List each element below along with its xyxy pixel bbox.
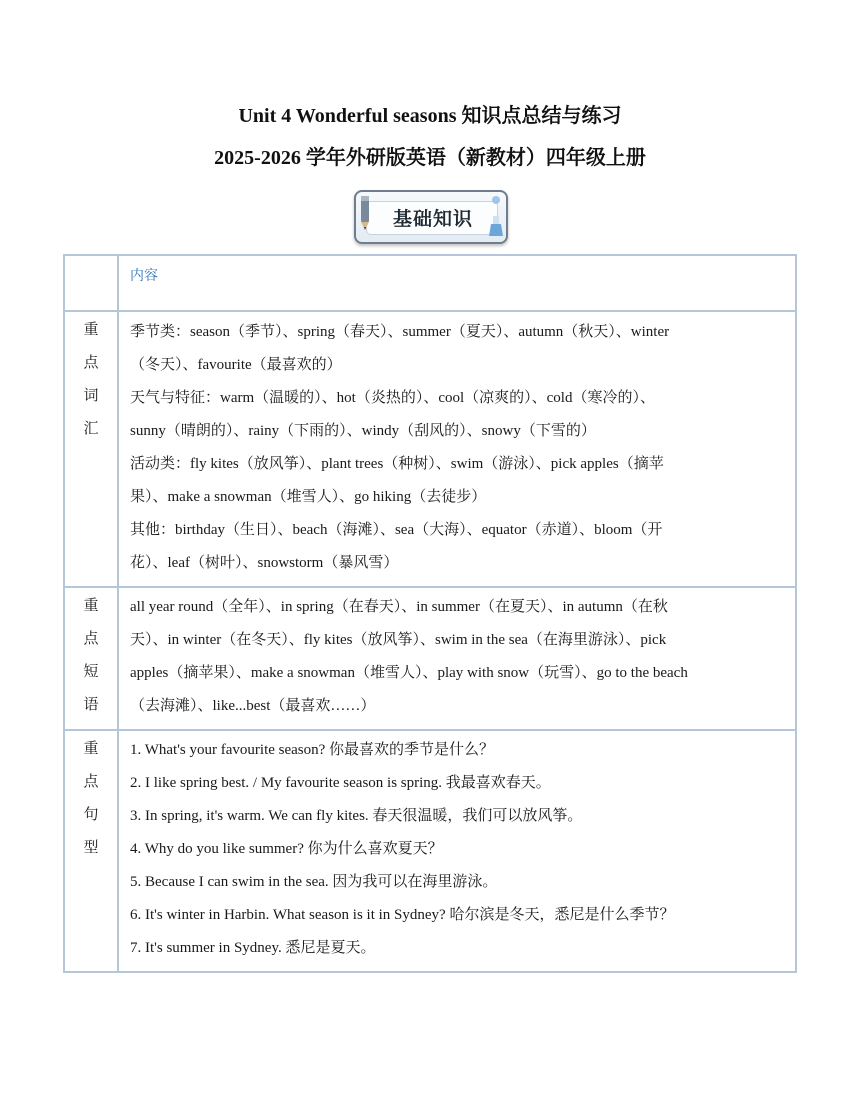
content-line: apples（摘苹果）、make a snowman（堆雪人）、play with snow（玩雪）、go to the beach (130, 665, 688, 681)
label-char: 点 (83, 774, 99, 790)
content-line: 其他：birthday（生日）、beach（海滩）、sea（大海）、equator（赤道）、bloom（开 (130, 522, 663, 538)
section-badge (354, 190, 508, 244)
label-char: 句 (83, 807, 99, 823)
content-line: 天气与特征：warm（温暖的）、hot（炎热的）、cool（凉爽的）、cold（寒冷的）、 (130, 390, 655, 406)
label-char: 语 (83, 697, 99, 713)
content-line: 7. It's summer in Sydney. 悉尼是夏天。 (130, 940, 376, 956)
label-char: 重 (83, 598, 99, 614)
row-content-vocabulary (118, 311, 796, 587)
document-subtitle: 2025-2026 学年外研版英语（新教材）四年级上册 (214, 147, 646, 169)
content-line: （冬天）、favourite（最喜欢的） (130, 357, 342, 373)
label-char: 汇 (83, 421, 99, 437)
row-content-sentences (118, 730, 796, 972)
content-line: （去海滩）、like...best（最喜欢……） (130, 698, 376, 714)
content-line: 6. It's winter in Harbin. What season is it in Sydney? 哈尔滨是冬天，悉尼是什么季节？ (130, 907, 675, 923)
label-char: 词 (83, 388, 99, 404)
content-line: 2. I like spring best. / My favourite season is spring. 我最喜欢春天。 (130, 775, 551, 791)
row-label-phrases (64, 587, 118, 730)
content-line: 4. Why do you like summer? 你为什么喜欢夏天？ (130, 841, 443, 857)
badge-label: 基础知识 (392, 207, 473, 230)
label-char: 点 (83, 355, 99, 371)
row-content-phrases (118, 587, 796, 730)
header-label-cell (64, 255, 118, 311)
row-label-vocabulary (64, 311, 118, 587)
content-line: all year round（全年）、in spring（在春天）、in summer（在夏天）、in autumn（在秋 (130, 599, 668, 615)
content-line: 花）、leaf（树叶）、snowstorm（暴风雪） (130, 555, 399, 571)
content-line: 3. In spring, it's warm. We can fly kites. 春天很温暖，我们可以放风筝。 (130, 808, 583, 824)
content-line: sunny（晴朗的）、rainy（下雨的）、windy（刮风的）、snowy（下雪的） (130, 423, 596, 439)
label-char: 点 (83, 631, 99, 647)
row-label-sentences (64, 730, 118, 972)
content-line: 1. What's your favourite season? 你最喜欢的季节是什么？ (130, 742, 495, 758)
table-header-row (64, 255, 796, 311)
label-char: 重 (83, 741, 99, 757)
table-row (64, 587, 796, 730)
label-char: 重 (83, 322, 99, 338)
document-title: Unit 4 Wonderful seasons 知识点总结与练习 (238, 105, 622, 127)
content-line: 活动类：fly kites（放风筝）、plant trees（种树）、swim（游泳）、pick apples（摘苹 (130, 456, 664, 472)
content-line: 季节类：season（季节）、spring（春天）、summer（夏天）、autumn（秋天）、winter (130, 324, 670, 340)
label-char: 短 (83, 664, 99, 680)
content-line: 果）、make a snowman（堆雪人）、go hiking（去徒步） (130, 489, 487, 505)
table-row (64, 730, 796, 972)
content-line: 天）、in winter（在冬天）、fly kites（放风筝）、swim in the sea（在海里游泳）、pick (130, 632, 667, 648)
label-char: 型 (83, 840, 99, 856)
knowledge-table (63, 254, 797, 973)
header-content-cell: 内容 (118, 255, 796, 311)
content-line: 5. Because I can swim in the sea. 因为我可以在海里游泳。 (130, 874, 498, 890)
table-row (64, 311, 796, 587)
